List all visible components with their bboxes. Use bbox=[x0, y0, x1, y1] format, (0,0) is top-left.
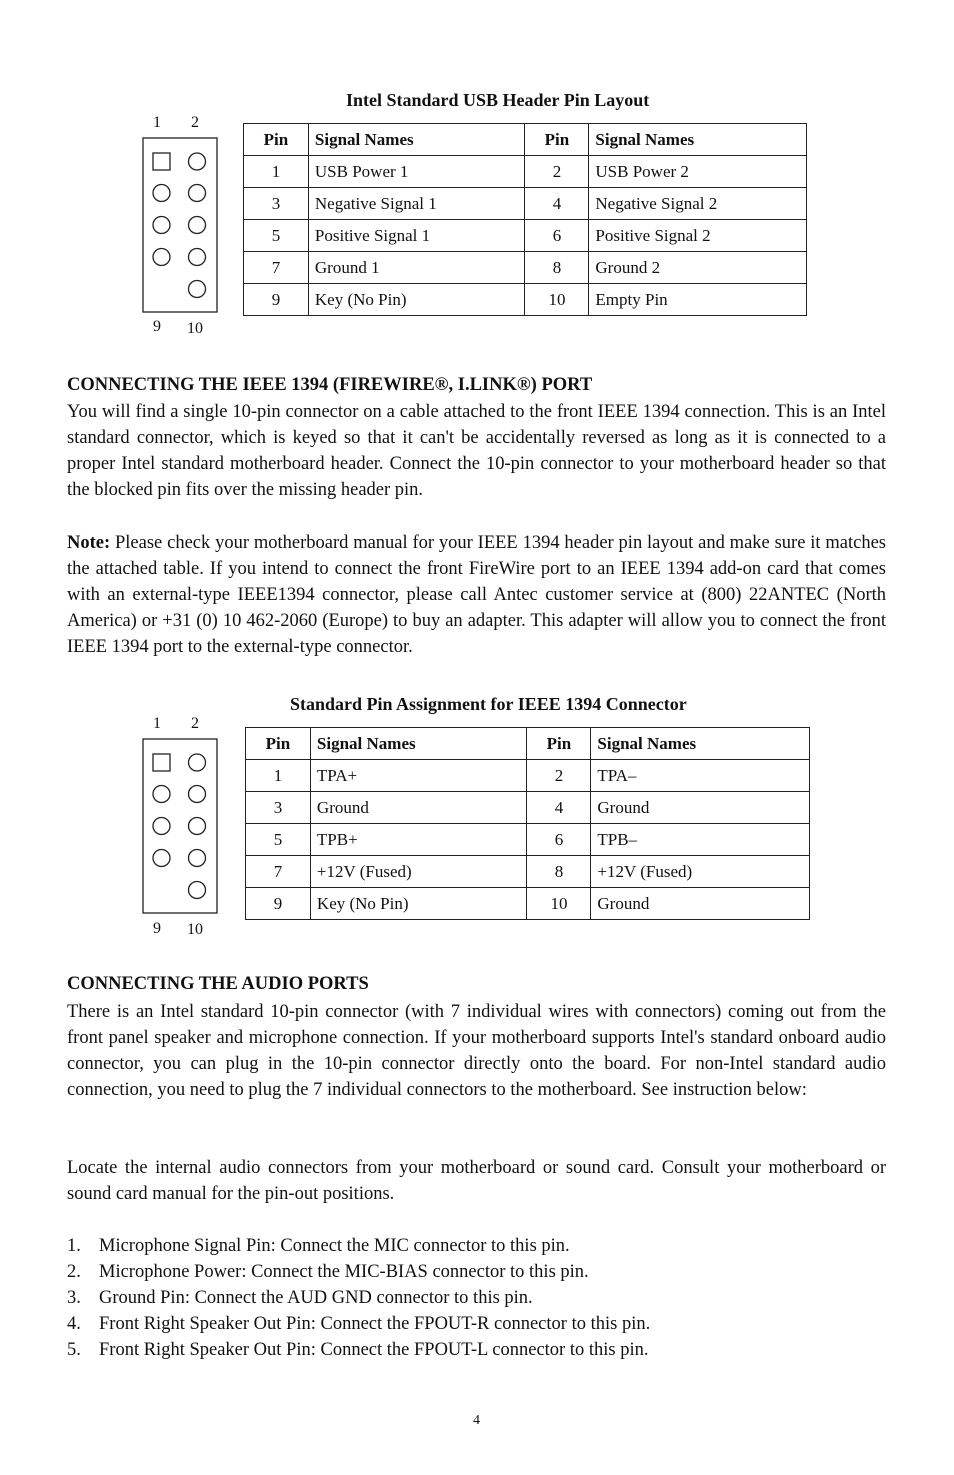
note-label: Note: bbox=[67, 533, 111, 553]
note-text: Please check your motherboard manual for your IEEE 1394 header pin layout and make sure it matches the attached table. If you intend to connect the front FireWire port to an IEEE 1394 add-on card that comes with an external-type IEEE1394 connector, please call Antec customer service at (800) 22ANTEC (North America) or +31 (0) 10 462-2060 (Europe) to buy an adapter. This adapter will allow you to connect the front IEEE 1394 port to the external-type connector. bbox=[67, 533, 886, 657]
page-number: 4 bbox=[473, 1413, 480, 1428]
list-number: 5. bbox=[67, 1340, 81, 1360]
table-cell: TPB+ bbox=[310, 824, 527, 856]
table-cell: 7 bbox=[246, 856, 311, 888]
table-row bbox=[246, 760, 810, 792]
list-text: Front Right Speaker Out Pin: Connect the FPOUT-R connector to this pin. bbox=[99, 1314, 651, 1334]
table-row bbox=[246, 856, 810, 888]
table-cell: 10 bbox=[525, 284, 589, 316]
table-row bbox=[244, 156, 807, 188]
table-header-row bbox=[244, 124, 807, 156]
audio-heading: CONNECTING THE AUDIO PORTS bbox=[67, 974, 369, 994]
usb-header-label-2: 2 bbox=[191, 114, 199, 131]
table-cell: 4 bbox=[525, 188, 589, 220]
ieee-pin-table bbox=[245, 727, 810, 920]
table-cell: USB Power 2 bbox=[589, 156, 807, 188]
table-cell: 8 bbox=[527, 856, 591, 888]
firewire-paragraph: You will find a single 10-pin connector on a cable attached to the front IEEE 1394 connection. This is an Intel standard connector, which is keyed so that it can't be accidentally reversed as long as it is connected to a proper Intel standard motherboard header. Connect the 10-pin connector to your motherboard header so that the blocked pin fits over the missing header pin. bbox=[67, 402, 886, 500]
table-row bbox=[244, 188, 807, 220]
table-cell: Ground bbox=[310, 792, 527, 824]
table-cell: 3 bbox=[244, 188, 309, 220]
table-header-row bbox=[246, 728, 810, 760]
ieee-header-label-9: 9 bbox=[153, 920, 161, 937]
column-header: Signal Names bbox=[589, 124, 807, 156]
list-number: 3. bbox=[67, 1288, 81, 1308]
table-cell: 2 bbox=[525, 156, 589, 188]
table-cell: USB Power 1 bbox=[308, 156, 525, 188]
table-cell: Negative Signal 2 bbox=[589, 188, 807, 220]
list-number: 2. bbox=[67, 1262, 81, 1282]
usb-header-label-1: 1 bbox=[153, 114, 161, 131]
table-cell: 5 bbox=[244, 220, 309, 252]
column-header: Pin bbox=[525, 124, 589, 156]
table-cell: TPA+ bbox=[310, 760, 527, 792]
table-cell: 4 bbox=[527, 792, 591, 824]
ieee-header-diagram bbox=[142, 738, 218, 919]
table-cell: Key (No Pin) bbox=[308, 284, 525, 316]
table-cell: Ground bbox=[591, 888, 810, 920]
ieee-pin-1-square bbox=[153, 754, 170, 771]
list-number: 4. bbox=[67, 1314, 81, 1334]
list-text: Ground Pin: Connect the AUD GND connector to this pin. bbox=[99, 1288, 533, 1308]
list-number: 1. bbox=[67, 1236, 81, 1256]
list-item bbox=[67, 1259, 886, 1285]
list-item bbox=[67, 1285, 886, 1311]
list-item bbox=[67, 1337, 886, 1363]
firewire-heading: CONNECTING THE IEEE 1394 (FIREWIRE®, I.LINK®) PORT bbox=[67, 375, 593, 395]
audio-paragraph-2: Locate the internal audio connectors from your motherboard or sound card. Consult your motherboard or sound card manual for the pin-out positions. bbox=[67, 1158, 886, 1204]
table-row bbox=[246, 824, 810, 856]
table-cell: Positive Signal 1 bbox=[308, 220, 525, 252]
audio-paragraph-1: There is an Intel standard 10-pin connector (with 7 individual wires with connectors) coming out from the front panel speaker and microphone connection. If your motherboard supports Intel's standard onboard audio connector, you can plug in the 10-pin connector directly onto the board. For non-Intel standard audio connection, you need to plug the 7 individual connectors to the motherboard. See instruction below: bbox=[67, 1002, 886, 1100]
column-header: Signal Names bbox=[308, 124, 525, 156]
table-row bbox=[244, 284, 807, 316]
table-cell: 3 bbox=[246, 792, 311, 824]
table-row bbox=[246, 888, 810, 920]
usb-pin-1-square bbox=[153, 153, 170, 170]
table-cell: 9 bbox=[246, 888, 311, 920]
ieee-header-label-2: 2 bbox=[191, 715, 199, 732]
list-text: Microphone Signal Pin: Connect the MIC connector to this pin. bbox=[99, 1236, 570, 1256]
table-cell: 1 bbox=[246, 760, 311, 792]
list-text: Front Right Speaker Out Pin: Connect the FPOUT-L connector to this pin. bbox=[99, 1340, 649, 1360]
column-header: Pin bbox=[527, 728, 591, 760]
column-header: Signal Names bbox=[310, 728, 527, 760]
table-cell: 6 bbox=[525, 220, 589, 252]
table-cell: Empty Pin bbox=[589, 284, 807, 316]
list-item bbox=[67, 1233, 886, 1259]
table-cell: 10 bbox=[527, 888, 591, 920]
table-row bbox=[246, 792, 810, 824]
ieee-header-label-1: 1 bbox=[153, 715, 161, 732]
column-header: Pin bbox=[246, 728, 311, 760]
table-row bbox=[244, 252, 807, 284]
table-cell: Ground bbox=[591, 792, 810, 824]
column-header: Pin bbox=[244, 124, 309, 156]
usb-header-diagram bbox=[142, 137, 218, 318]
list-text: Microphone Power: Connect the MIC-BIAS connector to this pin. bbox=[99, 1262, 589, 1282]
table-cell: TPB– bbox=[591, 824, 810, 856]
ieee-table-title: Standard Pin Assignment for IEEE 1394 Connector bbox=[290, 694, 687, 714]
usb-header-label-9: 9 bbox=[153, 318, 161, 335]
list-item bbox=[67, 1311, 886, 1337]
usb-table-title: Intel Standard USB Header Pin Layout bbox=[346, 90, 650, 110]
table-cell: TPA– bbox=[591, 760, 810, 792]
table-cell: 7 bbox=[244, 252, 309, 284]
table-cell: Negative Signal 1 bbox=[308, 188, 525, 220]
table-cell: 1 bbox=[244, 156, 309, 188]
table-cell: +12V (Fused) bbox=[591, 856, 810, 888]
usb-header-label-10: 10 bbox=[187, 320, 203, 337]
audio-steps-list bbox=[67, 1233, 886, 1363]
table-cell: Ground 1 bbox=[308, 252, 525, 284]
column-header: Signal Names bbox=[591, 728, 810, 760]
table-cell: Key (No Pin) bbox=[310, 888, 527, 920]
table-cell: Ground 2 bbox=[589, 252, 807, 284]
table-cell: 9 bbox=[244, 284, 309, 316]
table-cell: 5 bbox=[246, 824, 311, 856]
table-cell: Positive Signal 2 bbox=[589, 220, 807, 252]
table-cell: +12V (Fused) bbox=[310, 856, 527, 888]
table-cell: 8 bbox=[525, 252, 589, 284]
ieee-header-label-10: 10 bbox=[187, 921, 203, 938]
table-cell: 6 bbox=[527, 824, 591, 856]
table-row bbox=[244, 220, 807, 252]
usb-pin-table bbox=[243, 123, 807, 316]
table-cell: 2 bbox=[527, 760, 591, 792]
firewire-note bbox=[67, 530, 886, 660]
